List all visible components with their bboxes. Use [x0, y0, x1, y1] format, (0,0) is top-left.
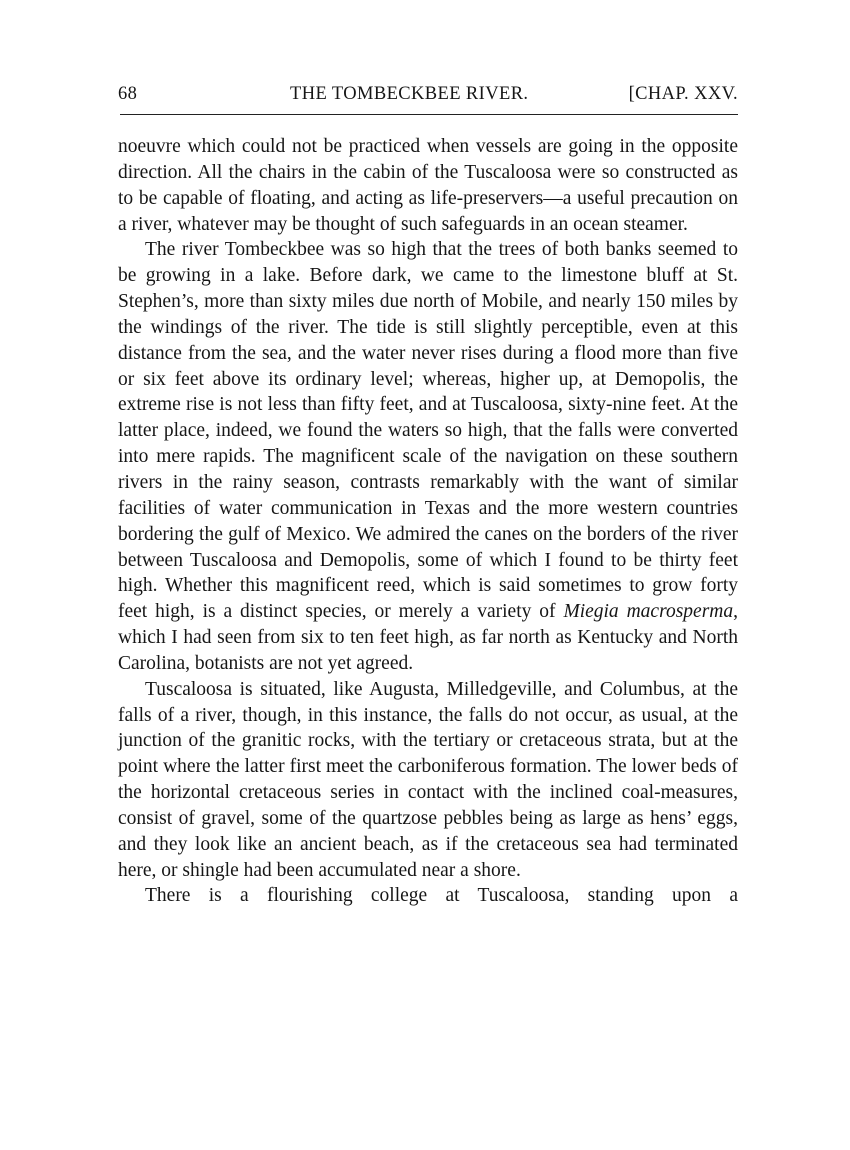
header-rule [120, 114, 738, 115]
running-title: THE TOMBECKBEE RIVER. [290, 84, 529, 104]
paragraph-tuscaloosa [118, 677, 738, 884]
running-header [118, 84, 738, 114]
paragraph-text: Tuscaloosa is situated, like Augusta, Milledgeville, and Columbus, at the falls of a river, though, in this instance, the falls do not occur, as usual, at the junction of the granitic rocks, with the tertiary or cretaceous strata, but at the point where the latter first meet the carboniferous formation. The lower beds of the horizontal cretaceous series in contact with the inclined coal-measures, consist of gravel, some of the quartzose pebbles being as large as hens’ eggs, and they look like an ancient beach, as if the cretaceous sea had terminated here, or shingle had been accumulated near a shore. [118, 678, 738, 881]
paragraph-college [118, 883, 738, 909]
chapter-reference: [CHAP. XXV. [628, 84, 738, 104]
paragraph-text: There is a flourishing college at Tuscaloosa, standing upon a [145, 885, 738, 907]
paragraph-continuation [118, 134, 738, 237]
body-text [118, 134, 738, 909]
paragraph-text: The river Tombeckbee was so high that the trees of both banks seemed to be growing in a lake. Before dark, we came to the limestone bluff at St. Stephen’s, more than sixty miles due north of Mobile, and nearly 150 miles by the windings of the river. The tide is still slightly perceptible, even at this distance from the sea, and the water never rises during a flood more than five or six feet above its ordinary level; whereas, higher up, at Demopolis, the extreme rise is not less than fifty feet, and at Tuscaloosa, sixty-nine feet. At the latter place, indeed, we found the waters so high, that the falls were converted into mere rapids. The magnificent scale of the navigation on these southern rivers in the rainy season, contrasts remarkably with the want of similar facilities of water communication in Texas and the more western countries bordering the gulf of Mexico. We admired the canes on the borders of the river between Tuscaloosa and Demopolis, some of which I found to be thirty feet high. Whether this magnificent reed, which is said sometimes to grow forty feet high, is a distinct species, or merely a variety of [118, 239, 738, 623]
page-number: 68 [118, 84, 138, 104]
paragraph-tombeckbee [118, 237, 738, 676]
book-page [118, 84, 738, 907]
paragraph-text: noeuvre which could not be practiced when vessels are going in the opposite direction. All the chairs in the cabin of the Tuscaloosa were so constructed as to be capable of floating, and acting as life-preservers—a useful precaution on a river, whatever may be thought of such safeguards in an ocean steamer. [118, 136, 738, 235]
paragraph-text: , which I had seen from six to ten feet high, as far north as Kentucky and North Carolina, botanists are not yet agreed. [118, 601, 738, 674]
species-name: Miegia macrosperma [563, 601, 734, 623]
